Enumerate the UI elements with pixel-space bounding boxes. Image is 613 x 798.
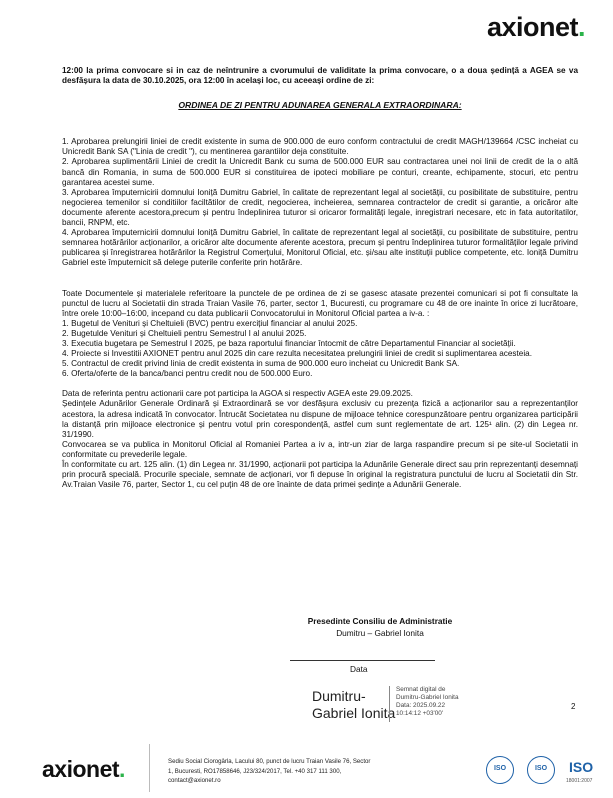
footer-logo: axionet. <box>42 756 125 782</box>
closing-paragraph: Convocarea se va publica in Monitorul Oficial al Romaniei Partea a iv a, intr-un ziar de larga raspandire precum si pe site-ul Societatii in conformitate cu prevederile legale. <box>62 439 578 459</box>
document-item: 6. Oferta/oferte de la banca/banci pentru credit nou de 500.000 Euro. <box>62 369 313 379</box>
document-item: 4. Proiecte si Investitii AXIONET pentru anul 2025 din care rezulta necesitatea prelungirii liniei de credit si suplimentarea acesteia. <box>62 349 532 359</box>
footer-address: Sediu Social Ciorogârla, Lacului 80, punct de lucru Traian Vasile 76, Sector 1, Bucuresti, RO17858646, J23/324/2017, Tel. +40 317 111 300, contact@axionet.ro <box>168 758 371 785</box>
intro-paragraph: 12:00 la prima convocare si in caz de neîntrunire a cvorumului de validitate la prima convocare, o a doua ședință a AGEA se va desfășura la data de 30.10.2025, ora 12:00 în același loc, cu aceeași ordine de zi: <box>62 66 578 86</box>
iso-caption: 18001:2007 <box>566 778 593 784</box>
agenda-item: 4. Aprobarea împuternicirii domnului Ioniță Dumitru Gabriel, în calitate de reprezentant legal al societății, cu posibilitate de substituire, pentru semnarea hotărârilor acționarilor, a oricăror alte documente aferente acestora, precum și pentru îndeplinirea tuturor formalităților legale privind publicarea și înregistrarea hotărârilor la Registrul Comerțului, Monitorul Oficial, etc. și/sau alte instituții publice competente, etc. Ioniță Dumitru Gabriel este împuternicit să delege puterile conferite prin hotărâre. <box>62 228 578 268</box>
closing-paragraph: În conformitate cu art. 125 alin. (1) din Legea nr. 31/1990, acționarii pot participa la Adunările Generale direct sau prin reprezentanți desemnați prin procură specială. Procurile speciale, semnate de acționari, vor fi depuse în original la registratura punctului de lucru al Societatii din Str. Av.Traian Vasile 76, parter, Sector 1, cu cel puțin 48 de ore înainte de data primei ședințe a Adunării Generale. <box>62 460 578 490</box>
signatory-name: Dumitru – Gabriel Ionita <box>336 628 424 638</box>
iso-certification-icon: ISO <box>527 756 555 784</box>
signature-line <box>290 660 435 661</box>
document-body <box>62 66 578 490</box>
closing-paragraph: Ședințele Adunărilor Generale Ordinară și Extraordinară se vor desfășura exclusiv cu prezența fizică a acționarilor sau a reprezentanților acestora, la adresa indicată în convocator. Întrucât Societatea nu dispune de mijloace tehnice corespunzătoare pentru organizarea participării la distanță prin mijloace electronice și pentru votul prin corespondență, astfel cum sunt reglementate de art. 125¹ alin. (2) din Legea nr. 31/1990. <box>62 399 578 439</box>
agenda-heading: ORDINEA DE ZI PENTRU ADUNAREA GENERALA EXTRAORDINARA: <box>178 100 462 111</box>
agenda-item: 1. Aprobarea prelungirii liniei de credit existente in suma de 900.000 de euro conform contractului de credit MAGH/139664 /CSC incheiat cu Unicredit Bank SA ("Linia de credit "), cu mentinerea garantiilor deja constituite. <box>62 137 578 157</box>
iso-certification-icon: ISO <box>486 756 514 784</box>
axionet-logo: axionet. <box>486 12 585 42</box>
date-label: Data <box>350 664 368 674</box>
footer-divider <box>149 744 150 792</box>
page-number: 2 <box>571 702 576 711</box>
signatory-title: Presedinte Consiliu de Administratie <box>307 616 453 626</box>
document-item: 1. Bugetul de Venituri și Cheltuieli (BVC) pentru exercițiul financiar al anului 2025. <box>62 318 358 328</box>
digital-signature-name: Dumitru- Gabriel Ionita <box>312 688 396 721</box>
digital-signature-details: Semnat digital de Dumitru-Gabriel Ionita Data: 2025.09.22 10:14:12 +03'00' <box>396 686 459 717</box>
document-item: 5. Contractul de credit privind linia de credit existenta in suma de 900.000 euro incheiat cu Unicredit Bank SA. <box>62 359 460 369</box>
iso-certification-icon: ISO <box>569 759 594 775</box>
documents-intro: Toate Documentele și materialele referitoare la punctele de pe ordinea de zi se gasesc atasate prezentei comunicari si pot fi consultate la punctul de lucru al Societatii din strada Traian Vasile 76, parter, sector 1, Bucuresti, cu programare cu 48 de ore inainte în orice zi lucrătoare, între orele 10:00–16:00, incepand cu data publicarii Convocatorului in Monitorul Oficial partea a iv-a. : <box>62 288 578 318</box>
agenda-item: 3. Aprobarea împuternicirii domnului Ioniță Dumitru Gabriel, în calitate de reprezentant legal al societății, cu posibilitate de substituire, pentru negocierea temenilor si conditiilor faciltătilor de credit, negocierea, incheierea, semnarea contractelor de credit si garantie, a oricăror alte documente aferente acestora,precum și pentru îndeplinirea tuturor si oricaror formalități legale, inregistrari necesare, etc in fata autoritatilor, bancii, RNPM, etc. <box>62 187 578 228</box>
digital-signature-divider <box>389 686 390 722</box>
closing-paragraph: Data de referinta pentru actionarii care pot participa la AGOA si respectiv AGEA este 29.09.2025. <box>62 389 413 399</box>
agenda-item: 2. Aprobarea suplimentării Liniei de credit la Unicredit Bank cu suma de 500.000 EUR sau contractarea unei noi linii de credit de la o altă bancă din Romania, in suma de 500.000 EUR si constituirea de ipoteci mobiliare pe conturi, creante, echipamente, stocuri, etc pentru garantarea acestei sume. <box>62 157 578 187</box>
document-item: 3. Executia bugetara pe Semestrul I 2025, pe baza raportului financiar întocmit de către Departamentul Financiar al societății. <box>62 338 516 348</box>
signature-block <box>250 615 510 639</box>
document-item: 2. Bugetulde Venituri și Cheltuieli pentru Semestrul I al anului 2025. <box>62 328 307 338</box>
